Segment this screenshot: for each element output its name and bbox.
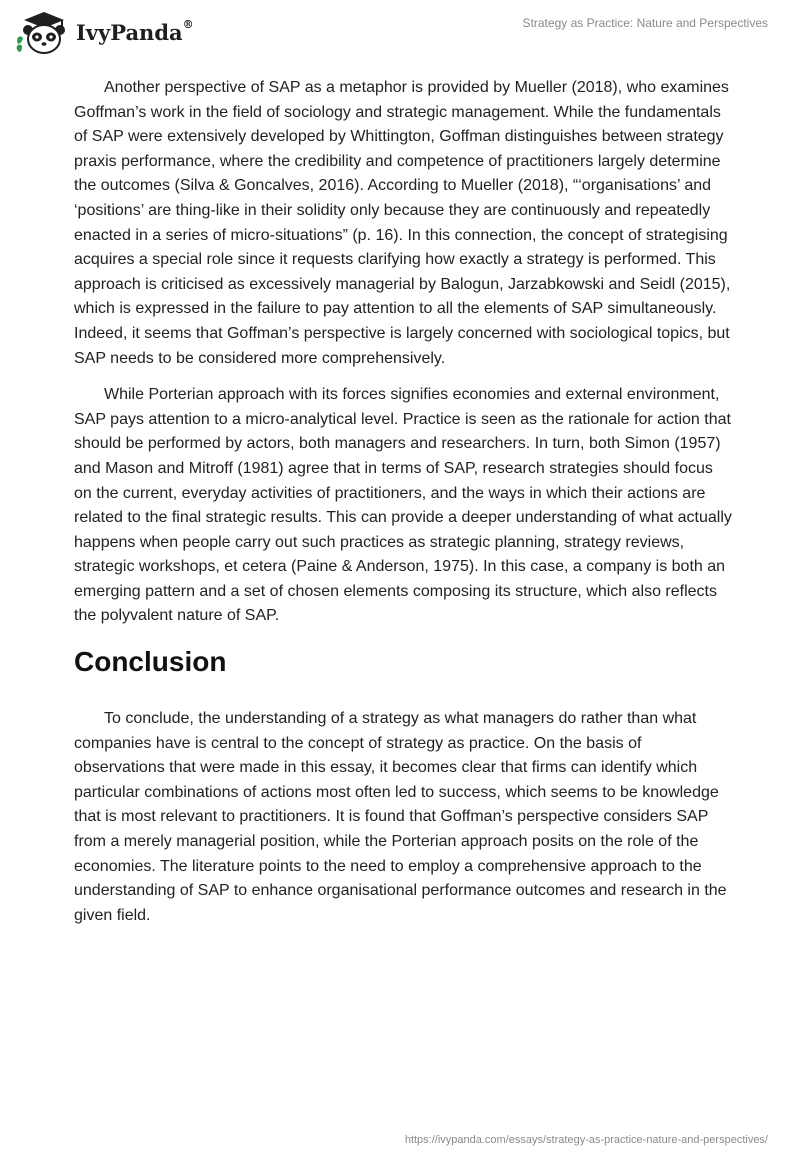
body-paragraph: While Porterian approach with its forces signifies economies and external environment, SAP pays attention to a micro-analytical level. Practice is seen as the rationale for action that should be performed by actors, both managers and researchers. In turn, both Simon (1957) and Mason and Mitroff (1981) agree that in terms of SAP, research strategies should focus on the current, everyday activities of practitioners, and the ways in which their actions are related to the final strategic results. This can provide a deeper understanding of what actually happens when people carry out such practices as strategic planning, strategy reviews, strategic workshops, et cetera (Paine & Anderson, 1975). In this case, a company is both an emerging pattern and a set of chosen elements composing its structure, which also reflects the polyvalent nature of SAP. [74, 386, 732, 625]
logo-wordmark: IvyPanda® [76, 18, 194, 45]
panda-graduation-cap-icon [14, 8, 76, 58]
running-head-title: Strategy as Practice: Nature and Perspectives [522, 16, 768, 30]
conclusion-paragraph: To conclude, the understanding of a strategy as what managers do rather than what companies have is central to the concept of strategy as practice. On the basis of observations that were made in this essay, it becomes clear that firms can identify which particular combinations of actions most often led to success, which seems to be knowledge that is most relevant to practitioners. It is found that Goffman’s perspective considers SAP from a merely managerial position, while the Porterian approach posits on the role of the economies. The literature points to the need to employ a comprehensive approach to the understanding of SAP to enhance organisational performance outcomes and research in the given field. [74, 710, 727, 924]
essay-body [74, 76, 734, 940]
ivypanda-logo[interactable] [14, 8, 214, 58]
body-paragraph: Another perspective of SAP as a metaphor is provided by Mueller (2018), who examines Goffman’s work in the field of sociology and strategic management. While the fundamentals of SAP were extensively developed by Whittington, Goffman distinguishes between strategy praxis performance, where the credibility and competence of practitioners largely determine the outcomes (Silva & Goncalves, 2016). According to Mueller (2018), “‘organisations’ and ‘positions’ are thing-like in their solidity only because they are continuously and repeatedly enacted in a series of micro-situations” (p. 16). In this connection, the concept of strategising acquires a special role since it requests clarifying how exactly a strategy is performed. This approach is criticised as excessively managerial by Balogun, Jarzabkowski and Seidl (2015), which is expressed in the failure to pay attention to all the elements of SAP simultaneously. Indeed, it seems that Goffman’s perspective is largely concerned with sociological topics, but SAP needs to be considered more comprehensively. [74, 79, 731, 367]
footer-source-url[interactable]: https://ivypanda.com/essays/strategy-as-practice-nature-and-perspectives/ [404, 1134, 768, 1146]
page-header [0, 0, 800, 64]
section-heading-conclusion: Conclusion [74, 646, 227, 678]
